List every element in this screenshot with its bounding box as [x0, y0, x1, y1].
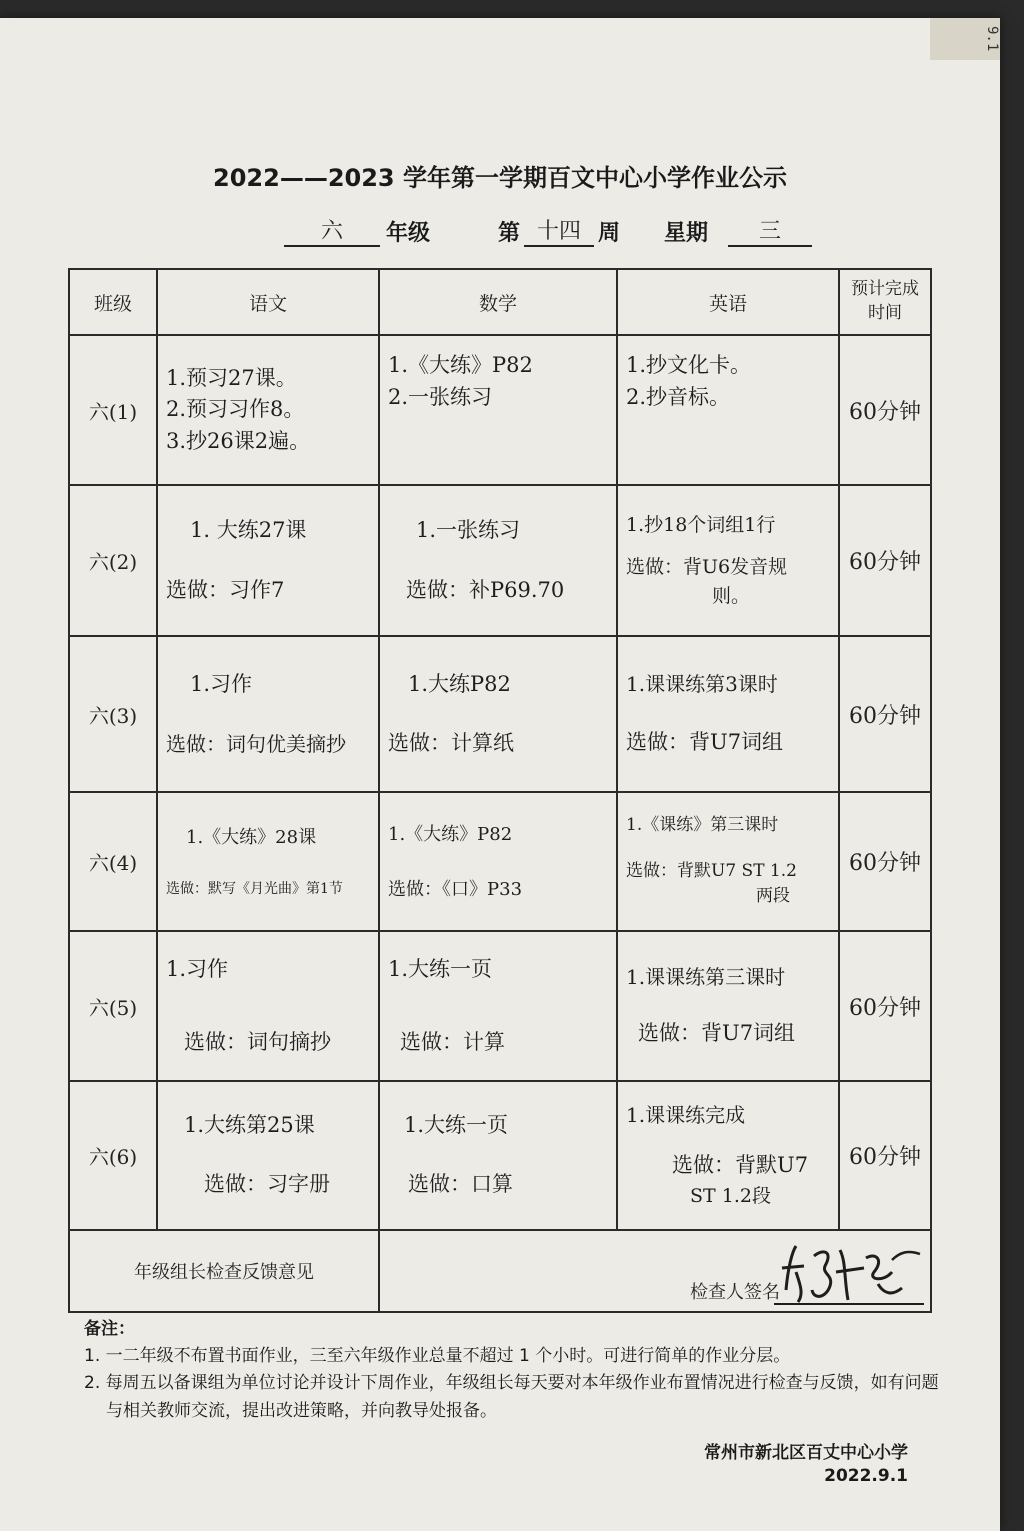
- table-row: [69, 636, 931, 792]
- notes-heading: 备注：: [84, 1319, 135, 1339]
- chinese-line: 1.习作: [166, 956, 229, 981]
- feedback-row: [69, 1230, 931, 1312]
- english-line: 1.课课练完成: [626, 1103, 746, 1128]
- math-cell: [379, 636, 617, 792]
- homework-table: [68, 268, 932, 1313]
- english-cell: [617, 931, 839, 1081]
- math-line: 选做：《口》P33: [388, 878, 523, 900]
- time-cell: 60分钟: [839, 485, 931, 635]
- grade-value: 六: [284, 214, 380, 247]
- class-cell: 六(6): [69, 1081, 157, 1229]
- handwritten-signature: [774, 1238, 924, 1308]
- table-row: [69, 485, 931, 635]
- english-cell: [617, 485, 839, 635]
- chinese-line: 选做：习作7: [166, 577, 285, 602]
- english-line: 选做：背U6发音规: [626, 556, 788, 579]
- table-row: [69, 792, 931, 930]
- chinese-line: 选做：习字册: [204, 1172, 330, 1197]
- chinese-line: 选做：词句优美摘抄: [166, 731, 346, 756]
- english-cell: [617, 792, 839, 930]
- chinese-line: 1.大练第25课: [184, 1112, 315, 1137]
- math-cell: [379, 931, 617, 1081]
- english-line: 选做：背默U7 ST 1.2: [626, 860, 797, 881]
- chinese-line: 1. 大练27课: [190, 518, 307, 543]
- column-header-chinese: 语文: [157, 269, 379, 335]
- english-line: 1.抄文化卡。: [626, 353, 752, 377]
- math-cell: [379, 1081, 617, 1229]
- time-cell: 60分钟: [839, 1081, 931, 1229]
- english-line: 选做：背默U7: [672, 1153, 809, 1178]
- week-suffix: 周: [598, 221, 621, 246]
- note-item: 2. 每周五以备课组为单位讨论并设计下周作业，年级组长每天要对本年级作业布置情况进行检查与反馈，如有问题与相关教师交流，提出改进策略，并向教导处报备。: [84, 1373, 939, 1421]
- english-line: 选做：背U7词组: [638, 1021, 796, 1046]
- table-row: [69, 1081, 931, 1229]
- chinese-cell: [157, 1081, 379, 1229]
- class-cell: 六(1): [69, 335, 157, 485]
- table-row: [69, 335, 931, 485]
- english-line: 两段: [756, 886, 790, 907]
- math-line: 1.一张练习: [416, 518, 521, 543]
- class-cell: 六(5): [69, 931, 157, 1081]
- chinese-line: 1.习作: [190, 672, 253, 697]
- chinese-cell: [157, 792, 379, 930]
- chinese-line: 选做：默写《月光曲》第1节: [166, 880, 343, 897]
- issue-date: 2022.9.1: [824, 1466, 908, 1486]
- math-cell: [379, 792, 617, 930]
- math-line: 1.大练P82: [408, 671, 511, 696]
- column-header-english: 英语: [617, 269, 839, 335]
- corner-note: 9.1: [930, 18, 1000, 60]
- chinese-line: 2.预习习作8。: [166, 397, 305, 422]
- chinese-cell: [157, 485, 379, 635]
- column-header-time: 预计完成时间: [839, 269, 931, 335]
- time-cell: 60分钟: [839, 335, 931, 485]
- english-cell: [617, 636, 839, 792]
- english-cell: [617, 335, 839, 485]
- time-cell: 60分钟: [839, 792, 931, 930]
- feedback-label: 年级组长检查反馈意见: [69, 1230, 379, 1312]
- week-value: 十四: [524, 214, 594, 247]
- column-header-class: 班级: [69, 269, 157, 335]
- english-line: 1.课课练第三课时: [626, 965, 786, 990]
- column-header-math: 数学: [379, 269, 617, 335]
- chinese-cell: [157, 335, 379, 485]
- time-cell: 60分钟: [839, 636, 931, 792]
- english-line: 1.抄18个词组1行: [626, 513, 776, 536]
- chinese-cell: [157, 636, 379, 792]
- math-cell: [379, 335, 617, 485]
- class-cell: 六(2): [69, 485, 157, 635]
- signer-label: 检查人签名: [690, 1281, 780, 1303]
- weekday-value: 三: [728, 214, 812, 247]
- chinese-line: 1.预习27课。: [166, 365, 297, 390]
- chinese-line: 选做：词句摘抄: [184, 1030, 331, 1055]
- math-line: 选做：计算纸: [388, 731, 514, 756]
- weekday-label: 星期: [664, 221, 709, 246]
- notes-section: [84, 1316, 944, 1425]
- page-title: 2022——2023 学年第一学期百文中心小学作业公示: [213, 164, 787, 192]
- chinese-line: 1.《大练》28课: [186, 826, 317, 848]
- math-line: 选做：计算: [400, 1030, 505, 1055]
- chinese-line: 3.抄26课2遍。: [166, 428, 311, 453]
- table-header-row: [69, 269, 931, 335]
- english-line: 选做：背U7词组: [626, 730, 784, 755]
- class-cell: 六(3): [69, 636, 157, 792]
- english-line: 则。: [712, 584, 751, 607]
- class-cell: 六(4): [69, 792, 157, 930]
- math-cell: [379, 485, 617, 635]
- week-prefix: 第: [498, 221, 521, 246]
- english-line: ST 1.2段: [690, 1184, 771, 1207]
- grade-label: 年级: [386, 221, 431, 246]
- school-name: 常州市新北区百丈中心小学: [704, 1443, 908, 1463]
- english-line: 2.抄音标。: [626, 384, 731, 409]
- signer-cell: [379, 1230, 931, 1312]
- table-row: [69, 931, 931, 1081]
- math-line: 2.一张练习: [388, 384, 493, 409]
- english-line: 1.《课练》第三课时: [626, 815, 779, 836]
- math-line: 1.《大练》P82: [388, 353, 533, 377]
- english-line: 1.课课练第3课时: [626, 672, 778, 697]
- homework-notice-page: [0, 18, 1000, 1531]
- math-line: 选做：补P69.70: [406, 577, 565, 602]
- math-line: 1.《大练》P82: [388, 823, 513, 845]
- time-cell: 60分钟: [839, 931, 931, 1081]
- english-cell: [617, 1081, 839, 1229]
- math-line: 1.大练一页: [388, 956, 493, 981]
- note-item: 1. 一二年级不布置书面作业，三至六年级作业总量不超过 1 个小时。可进行简单的作业分层。: [84, 1346, 791, 1367]
- math-line: 1.大练一页: [404, 1112, 509, 1137]
- signer-area: [380, 1232, 930, 1310]
- chinese-cell: [157, 931, 379, 1081]
- math-line: 选做：口算: [408, 1172, 513, 1197]
